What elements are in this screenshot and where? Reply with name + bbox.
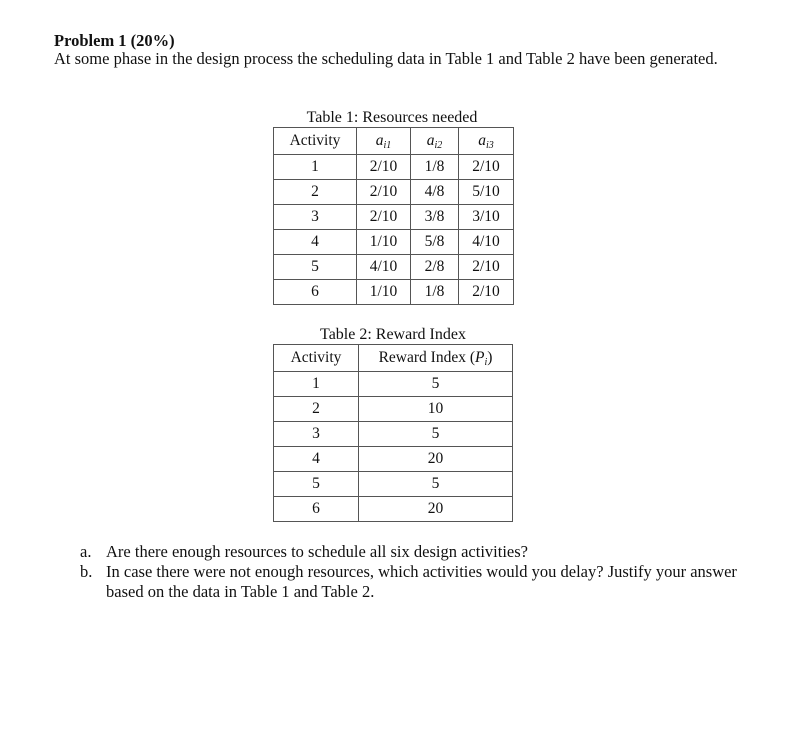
table1-row bbox=[274, 280, 514, 305]
table1-resource-cell: 2/10 bbox=[357, 205, 411, 230]
table2-reward-cell: 5 bbox=[359, 422, 513, 447]
table1-header-a2: $a_{i2}$ bbox=[411, 128, 459, 155]
table1-resources bbox=[273, 127, 514, 305]
problem-intro: At some phase in the design process the scheduling data in Table 1 and Table 2 have been generated. bbox=[54, 49, 718, 68]
table2-header-row bbox=[274, 345, 513, 372]
table1-row bbox=[274, 205, 514, 230]
table1-activity-cell: 1 bbox=[274, 155, 357, 180]
table2-header-reward: Reward Index $(P_i)$ bbox=[359, 345, 513, 372]
table2-reward-cell: 5 bbox=[359, 472, 513, 497]
table1-activity-cell: 4 bbox=[274, 230, 357, 255]
table2-activity-cell: 4 bbox=[274, 447, 359, 472]
question-text: Are there enough resources to schedule all six design activities? bbox=[106, 542, 528, 561]
table2-activity-cell: 5 bbox=[274, 472, 359, 497]
table2-reward-cell: 10 bbox=[359, 397, 513, 422]
question-item bbox=[80, 562, 740, 602]
table1-header-a1: $a_{i1}$ bbox=[357, 128, 411, 155]
question-list bbox=[80, 542, 740, 602]
table1-header-row bbox=[274, 128, 514, 155]
question-item bbox=[80, 542, 740, 562]
table2-header-activity: Activity bbox=[274, 345, 359, 372]
table2-row bbox=[274, 372, 513, 397]
table2-reward-cell: 20 bbox=[359, 497, 513, 522]
table1-activity-cell: 2 bbox=[274, 180, 357, 205]
table1-header-a3: $a_{i3}$ bbox=[459, 128, 514, 155]
table1-resource-cell: 2/10 bbox=[459, 255, 514, 280]
question-marker: a. bbox=[80, 542, 92, 561]
table2-activity-cell: 3 bbox=[274, 422, 359, 447]
table1-resource-cell: 5/8 bbox=[411, 230, 459, 255]
table1-resource-cell: 4/8 bbox=[411, 180, 459, 205]
table2-reward-index bbox=[273, 344, 513, 522]
table2-activity-cell: 1 bbox=[274, 372, 359, 397]
table1-resource-cell: 2/10 bbox=[357, 180, 411, 205]
table2-activity-cell: 2 bbox=[274, 397, 359, 422]
table1-resource-cell: 5/10 bbox=[459, 180, 514, 205]
table2-row bbox=[274, 497, 513, 522]
table1-resource-cell: 4/10 bbox=[357, 255, 411, 280]
table1-resource-cell: 1/10 bbox=[357, 230, 411, 255]
table2-row bbox=[274, 397, 513, 422]
table1-resource-cell: 1/10 bbox=[357, 280, 411, 305]
table1-resource-cell: 2/8 bbox=[411, 255, 459, 280]
table1-row bbox=[274, 255, 514, 280]
table1-resource-cell: 2/10 bbox=[459, 280, 514, 305]
table2-row bbox=[274, 422, 513, 447]
table1-header-activity: Activity bbox=[274, 128, 357, 155]
table2-row bbox=[274, 472, 513, 497]
table1-resource-cell: 3/10 bbox=[459, 205, 514, 230]
table1-activity-cell: 5 bbox=[274, 255, 357, 280]
table2-caption: Table 2: Reward Index bbox=[320, 326, 466, 343]
table1-row bbox=[274, 155, 514, 180]
table1-resource-cell: 1/8 bbox=[411, 155, 459, 180]
question-marker: b. bbox=[80, 562, 93, 581]
table1-caption: Table 1: Resources needed bbox=[306, 109, 478, 126]
table1-activity-cell: 3 bbox=[274, 205, 357, 230]
table2-reward-cell: 20 bbox=[359, 447, 513, 472]
table2-activity-cell: 6 bbox=[274, 497, 359, 522]
table1-resource-cell: 4/10 bbox=[459, 230, 514, 255]
table1-row bbox=[274, 180, 514, 205]
table1-resource-cell: 2/10 bbox=[459, 155, 514, 180]
table1-resource-cell: 2/10 bbox=[357, 155, 411, 180]
table1-resource-cell: 3/8 bbox=[411, 205, 459, 230]
table2-reward-cell: 5 bbox=[359, 372, 513, 397]
table1-activity-cell: 6 bbox=[274, 280, 357, 305]
table1-resource-cell: 1/8 bbox=[411, 280, 459, 305]
question-text: In case there were not enough resources, which activities would you delay? Justify your answer based on the data in Table 1 and Table 2. bbox=[106, 562, 737, 601]
table2-row bbox=[274, 447, 513, 472]
table1-row bbox=[274, 230, 514, 255]
problem-title: Problem 1 (20%) bbox=[54, 31, 175, 50]
